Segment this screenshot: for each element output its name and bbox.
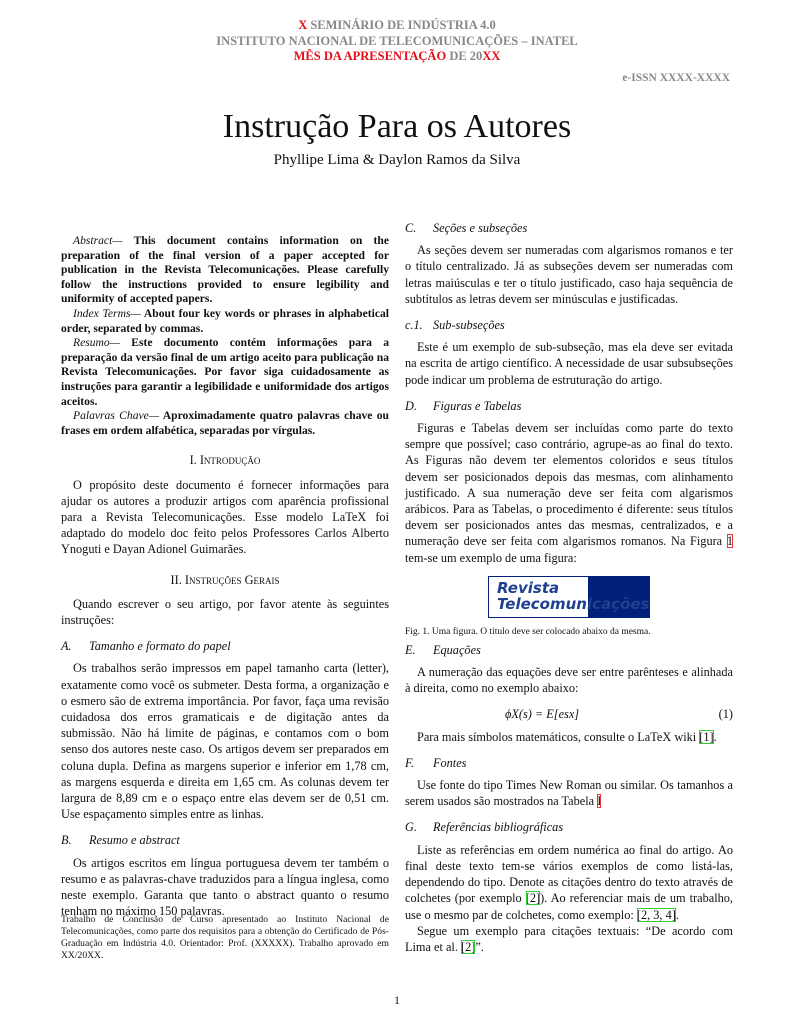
- paragraph: Os artigos escritos em língua portuguesa devem ter também o resumo e as palavras-chave traduzidos para a língua inglesa, como neste exemplo. Garanta que tanto o abstract quanto o resumo tenham no máximo 150 palavras.: [61, 855, 389, 919]
- logo-line2: Telecomunicações: [497, 594, 650, 613]
- subsection-heading-g: [405, 819, 733, 835]
- abstract: [61, 234, 389, 307]
- revista-telecomunicacoes-logo: [488, 576, 650, 618]
- paragraph: Quando escrever o seu artigo, por favor atente às seguintes instruções:: [61, 596, 389, 627]
- header-month: MÊS DA APRESENTAÇÃO: [293, 49, 447, 63]
- text: Segue um exemplo para citações textuais: “De acordo com Lima et al.: [405, 923, 733, 954]
- subsection-title: Referências bibliográficas: [433, 820, 564, 835]
- subsection-number: G.: [405, 820, 417, 835]
- subsection-title: Figuras e Tabelas: [433, 398, 522, 413]
- section-heading-instrucoes: II. Instruções Gerais: [170, 572, 280, 587]
- paragraph: Para mais símbolos matemáticos, consulte o LaTeX wiki [1].: [417, 729, 717, 744]
- palavras-text: Aproximadamente quatro palavras chave ou frases em ordem alfabética, separadas por vírgulas.: [61, 409, 389, 437]
- resumo-label: Resumo—: [73, 336, 121, 350]
- paragraph: [405, 923, 733, 955]
- header-red-x: X: [298, 18, 308, 32]
- text: ). Ao referenciar mais de um trabalho, use o mesmo par de colchetes, como exemplo:: [405, 891, 733, 922]
- citation-link[interactable]: [1]: [699, 729, 714, 744]
- paragraph: [405, 777, 733, 809]
- header-seminar: SEMINÁRIO DE INDÚSTRIA 4.0: [307, 18, 496, 32]
- equation-number: (1): [718, 707, 733, 722]
- header-line2: INSTITUTO NACIONAL DE TELECOMUNICAÇÕES – INATEL: [216, 34, 578, 48]
- equation: [405, 706, 733, 722]
- resumo-text: Este documento contém informações para a preparação da versão final de um artigo aceito para publicação na Revista Telecomunicações. Por favor siga cuidadosamente as instruções para garantir a legibilidade e uniformidade dos artigos aceitos.: [61, 336, 389, 408]
- subsection-title: Sub-subseções: [433, 318, 505, 333]
- abstract-text: This document contains information on the preparation of the final version of a paper accepted for publication in the Revista Telecomunicações. Please carefully follow the instructions provided to ensure legibility and uniformity of accepted papers.: [61, 234, 389, 306]
- text: ”.: [475, 939, 484, 954]
- subsection-heading-d: [405, 398, 733, 414]
- left-column: [61, 234, 389, 919]
- figure-caption: Fig. 1. Uma figura. O título deve ser colocado abaixo da mesma.: [405, 626, 651, 637]
- citation-link[interactable]: [2]: [525, 891, 541, 906]
- paper-title: Instrução Para os Autores: [222, 108, 572, 145]
- paragraph: As seções devem ser numeradas com algarismos romanos e ter o título centralizado. Já as subseções devem ser numeradas com letras maiúsculas e ter o título justificado, caso haja sequência de subtítulos as letras devem ser minúsculas e justificadas.: [405, 243, 733, 306]
- header-line1: [0, 18, 794, 33]
- subsection-number: F.: [405, 755, 415, 770]
- abstract-label: Abstract—: [73, 234, 123, 247]
- page-number: 1: [394, 993, 400, 1007]
- subsection-title: Equações: [433, 642, 481, 657]
- paragraph: A numeração das equações deve ser entre parênteses e alinhada à direita, como no exemplo abaixo:: [405, 665, 733, 696]
- text: Para mais símbolos matemáticos, consulte o LaTeX wiki: [417, 729, 700, 744]
- index-text: About four key words or phrases in alphabetical order, separated by commas.: [61, 306, 389, 335]
- citation-link[interactable]: [2, 3, 4]: [636, 907, 676, 922]
- header-year-xx: XX: [482, 49, 501, 63]
- right-column: [405, 220, 733, 955]
- subsection-title: Fontes: [433, 755, 467, 770]
- abstract-block: [61, 234, 389, 438]
- section-heading-introducao: I. Introdução: [189, 453, 261, 468]
- issn: e-ISSN XXXX-XXXX: [622, 72, 730, 84]
- resumo: [61, 336, 389, 409]
- paragraph: Liste as referências em ordem numérica ao final do artigo. Ao final deste texto tem-se vários exemplos de como listá-las, dependendo do tipo. Denote as citações dentro do texto através de colchetes (por exemplo [2]). Ao referenciar mais de um trabalho, use o mesmo par de colchetes, como exemplo: [2, 3, 4].: [405, 842, 733, 922]
- subsection-number: D.: [405, 398, 417, 413]
- equation-body: ϕX(s) = E[esx]: [505, 707, 580, 722]
- text: Use fonte do tipo Times New Roman ou similar. Os tamanhos a serem usados são mostrados na Tabela: [405, 778, 733, 809]
- header-line3: [0, 49, 794, 64]
- citation-link[interactable]: [2]: [461, 939, 476, 954]
- subsection-title: Tamanho e formato do papel: [89, 639, 231, 654]
- text: Figuras e Tabelas devem ser incluídas como parte do texto sempre que possível; caso contrário, agrupe-as ao final do texto. As Figuras não devem ter elementos coloridos e seus títulos devem ser posicionados depois das mesmas, com alinhamento justificado. A sua numeração deve ser feita com algarismos arábicos. Para as Tabelas, o procedimento é diferente: seus títulos devem ser posicionados antes das mesmas, centralizados, e a numeração deve ser feita com algarismos romanos. Na Figura: [405, 421, 733, 549]
- footnote: Trabalho de Conclusão de Curso apresentado ao Instituto Nacional de Telecomunicações, como parte dos requisitos para a obtenção do Certificado de Pós-Graduação em Indústria 4.0. Orientador: Prof. (XXXXX). Trabalho aprovado em XX/20XX.: [61, 914, 389, 961]
- palavras-chave: [61, 409, 389, 438]
- index-label: Index Terms—: [73, 306, 141, 320]
- subsection-number: A.: [61, 639, 72, 654]
- subsection-number: c.1.: [405, 318, 423, 333]
- index-terms: [61, 307, 389, 336]
- text: Liste as referências em ordem numérica ao final do artigo. Ao final deste texto tem-se vários exemplos de como listá-las, dependendo do tipo. Denote as citações dentro do texto através de colchetes (por exemplo: [405, 842, 733, 906]
- paragraph: Os trabalhos serão impressos em papel tamanho carta (letter), exatamente como você os submeter. Desta forma, a organização e o esmero são de extrema importância. Por favor, faça uma revisão cuidadosa dos erros gramaticais e de digitação antes da submissão. Não há limite de páginas, e contamos com o bom senso dos autores neste caso. Os artigos devem ser preparados em coluna dupla. Defina as margens superior e inferior em 1,78 cm, as margens esquerda e direita em 1,65 cm. As colunas devem ter largura de 8,89 cm e o espaço entre elas devem ser de 0,51 cm. Use espaçamento simples entre as linhas.: [61, 661, 389, 822]
- subsection-title: Resumo e abstract: [89, 833, 180, 848]
- paragraph: [405, 420, 733, 566]
- figure-link[interactable]: 1: [726, 534, 733, 549]
- subsection-heading-c1: [405, 317, 733, 333]
- subsection-heading-f: [405, 755, 733, 771]
- subsection-heading-e: [405, 642, 733, 658]
- paragraph: Este é um exemplo de sub-subseção, mas ela deve ser evitada na escrita de artigo científico. A necessidade de usar subsubseções pode indicar um problema de estruturação do artigo.: [405, 340, 733, 387]
- authors: Phyllipe Lima & Daylon Ramos da Silva: [273, 152, 521, 168]
- palavras-label: Palavras Chave—: [73, 409, 160, 423]
- header-year: DE 20: [446, 49, 483, 63]
- subsection-title: Seções e subseções: [433, 221, 528, 235]
- subsection-heading-a: [61, 638, 389, 654]
- subsection-heading-c: [405, 220, 733, 236]
- subsection-heading-b: [61, 832, 389, 848]
- logo-line1: Revista: [497, 578, 560, 597]
- paragraph: O propósito deste documento é fornecer informações para ajudar os autores a produzir artigos com aparência profissional para a Revista Telecomunicações. Esse modelo LaTeX foi adaptado do modelo doc feito pelos Professores Carlos Alberto Ynoguti e Dayan Adionel Guimarães.: [61, 477, 389, 557]
- subsection-number: B.: [61, 833, 72, 848]
- subsection-number: E.: [405, 642, 416, 657]
- text: tem-se um exemplo de uma figura:: [405, 550, 577, 565]
- table-link[interactable]: I: [597, 794, 602, 809]
- subsection-number: C.: [405, 221, 417, 235]
